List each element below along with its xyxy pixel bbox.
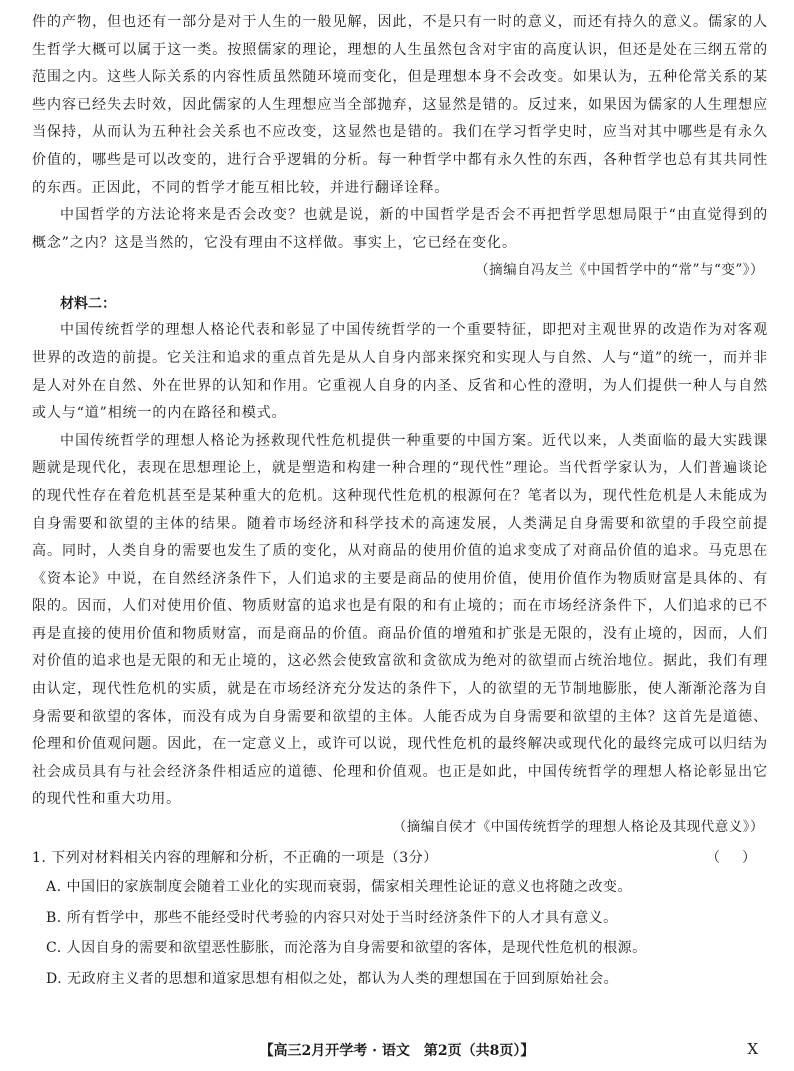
material-one-paragraph-2: 中国哲学的方法论将来是否会改变？也就是说，新的中国哲学是否会不再把哲学思想局限于“由直觉得到的概念”之内？这是当然的，它没有理由不这样做。事实上，它已经在变化。: [32, 207, 768, 251]
footer-mark: X: [747, 1040, 758, 1058]
exam-page: [32, 9, 768, 994]
material-two-source: （摘编自侯才《中国传统哲学的理想人格论及其现代意义》）: [392, 819, 764, 836]
material-one-section: [32, 9, 768, 283]
material-one-source: （摘编自冯友兰《中国哲学中的“常”与“变”》）: [475, 262, 764, 279]
option-b: B. 所有哲学中，那些不能经受时代考验的内容只对处于当时经济条件下的人才具有意义。: [46, 909, 618, 926]
option-a: A. 中国旧的家族制度会随着工业化的实现而衰弱，儒家相关理性论证的意义也将随之改变。: [46, 879, 633, 896]
question-1: [32, 844, 768, 994]
answer-bracket[interactable]: （ ）: [706, 850, 760, 867]
option-d: D. 无政府主义者的思想和道家思想有相似之处，都认为人类的理想国在于回到原始社会。: [46, 970, 619, 987]
page-footer: [0, 1040, 794, 1062]
option-c: C. 人因自身的需要和欲望恶性膨胀，而沦落为自身需要和欲望的客体，是现代性危机的根源。: [46, 940, 647, 957]
question-stem: 1. 下列对材料相关内容的理解和分析，不正确的一项是（3分）: [32, 850, 438, 867]
material-one-paragraph-1: 件的产物，但也还有一部分是对于人生的一般见解，因此，不是只有一时的意义，而还有持久的意义。儒家的人生哲学大概可以属于这一类。按照儒家的理论，理想的人生虽然包含对宇宙的高度认识，但还是处在三纲五常的范围之内。这些人际关系的内容性质虽然随环境而变化，但是理想本身不会改变。如果认为，五种伦常关系的某些内容已经失去时效，因此儒家的人生理想应当全部抛弃，这显然是错的。反过来，如果因为儒家的人生理想应当保持，从而认为五种社会关系也不应改变，这显然也是错的。我们在学习哲学史时，应当对其中哪些是有永久价值的，哪些是可以改变的，进行合乎逻辑的分析。每一种哲学中都有永久性的东西，各种哲学也总有其共同性的东西。正因此，不同的哲学才能互相比较，并进行翻译诠释。: [32, 14, 768, 196]
material-two-paragraph-1: 中国传统哲学的理想人格论代表和彰显了中国传统哲学的一个重要特征，即把对主观世界的改造作为对客观世界的改造的前提。它关注和追求的重点首先是从人自身内部来探究和实现人与自然、人与“道”的统一，而并非是人对外在自然、外在世界的认知和作用。它重视人自身的内圣、反省和心性的澄明，为人们提供一种人与自然或人与“道”相统一的内在路径和模式。: [32, 322, 768, 422]
material-two-section: [32, 291, 768, 840]
footer-text: 【高三2月开学考 · 语文 第2页（共8页）】: [259, 1043, 535, 1059]
question-stem-row: [32, 844, 768, 872]
material-two-paragraph-2: 中国传统哲学的理想人格论为拯救现代性危机提供一种重要的中国方案。近代以来，人类面临的最大实践课题就是现代化，表现在思想理论上，就是塑造和构建一种合理的“现代性”理论。当代哲学家认为，人们普遍谈论的现代性存在着危机甚至是某种重大的危机。这种现代性危机的根源何在？笔者以为，现代性危机是人未能成为自身需要和欲望的主体的结果。随着市场经济和科学技术的高速发展，人类满足自身需要和欲望的手段空前提高。同时，人类自身的需要也发生了质的变化，从对商品的使用价值的追求变成了对商品价值的追求。马克思在《资本论》中说，在自然经济条件下，人们追求的主要是商品的使用价值，使用价值作为物质财富是具体的、有限的。因而，人们对使用价值、物质财富的追求也是有限的和有止境的；而在市场经济条件下，人们追求的已不再是直接的使用价值和物质财富，而是商品的价值。商品价值的增殖和扩张是无限的，没有止境的，因而，人们对价值的追求也是无限的和无止境的，这必然会使致富欲和贪欲成为绝对的欲望而占统治地位。据此，我们有理由认定，现代性危机的实质，就是在市场经济充分发达的条件下，人的欲望的无节制地膨胀，使人渐渐沦落为自身需要和欲望的客体，而没有成为自身需要和欲望的主体。人能否成为自身需要和欲望的主体？这首先是道德、伦理和价值观问题。因此，在一定意义上，或许可以说，现代性危机的最终解决或现代化的最终完成可以归结为社会成员具有与社会经济条件相适应的道德、伦理和价值观。也正是如此，中国传统哲学的理想人格论彰显出它的现代性和重大功用。: [32, 432, 768, 808]
material-two-heading: 材料二：: [60, 296, 116, 313]
